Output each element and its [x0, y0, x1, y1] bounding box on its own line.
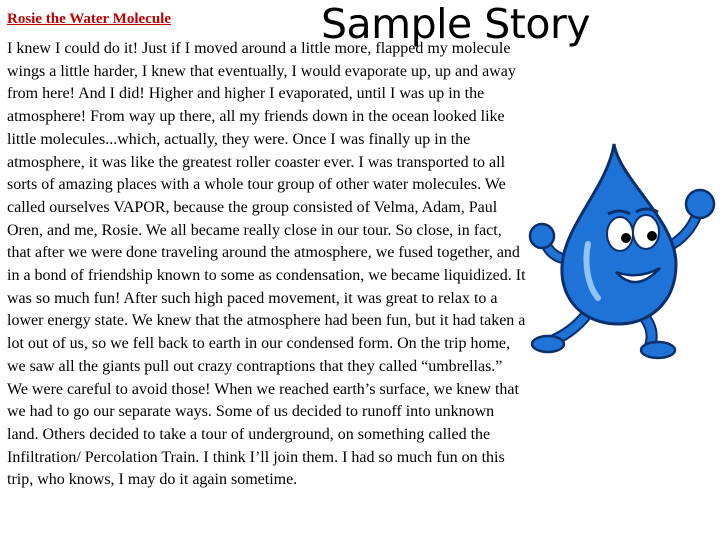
mascot-left-foot: [532, 336, 564, 352]
mascot-left-eye: [607, 217, 633, 251]
water-drop-mascot-icon: [528, 140, 718, 360]
mascot-right-eye: [633, 215, 659, 249]
mascot-right-fist: [686, 190, 714, 218]
page-title: Sample Story: [321, 0, 591, 48]
story-text: I knew I could do it! Just if I moved around a little more, flapped my molecule wings a little harder, I knew that eventually, I would evaporate up, up and away from here! And I did! Higher and higher I evaporated, until I was up in the atmosphere! From way up there, all my friends down in the ocean looked like little molecules...which, actually, they were. Once I was finally up in the atmosphere, it was like the greatest roller coaster ever. I was transported to all sorts of amazing places with a whole tour group of other water molecules. We called ourselves VAPOR, because the group consisted of Velma, Adam, Paul Oren, and me, Rosie. We all became really close in our tour. So close, in fact, that after we were done traveling around the atmosphere, we fused together, and in a bond of friendship known to some as condensation, we became liquidized. It was so much fun! After such high paced movement, it was great to relax to a lower energy state. We knew that the atmosphere had been fun, but it had taken a lot out of us, so we fell back to earth in our condensed form. On the trip home, we saw all the giants pull out crazy contraptions that they called “umbrellas.” We were careful to avoid those! When we reached earth’s surface, we knew that we had to go our separate ways. Some of us decided to runoff into unknown land. Others decided to take a tour of underground, on something called the Infiltration/ Percolation Train. I think I’ll join them. I had so much fun on this trip, who knows, I may do it again sometime.: [7, 40, 526, 489]
story-subtitle: Rosie the Water Molecule: [7, 11, 171, 27]
mascot-right-foot: [641, 342, 675, 358]
mascot-left-fist: [530, 224, 554, 248]
